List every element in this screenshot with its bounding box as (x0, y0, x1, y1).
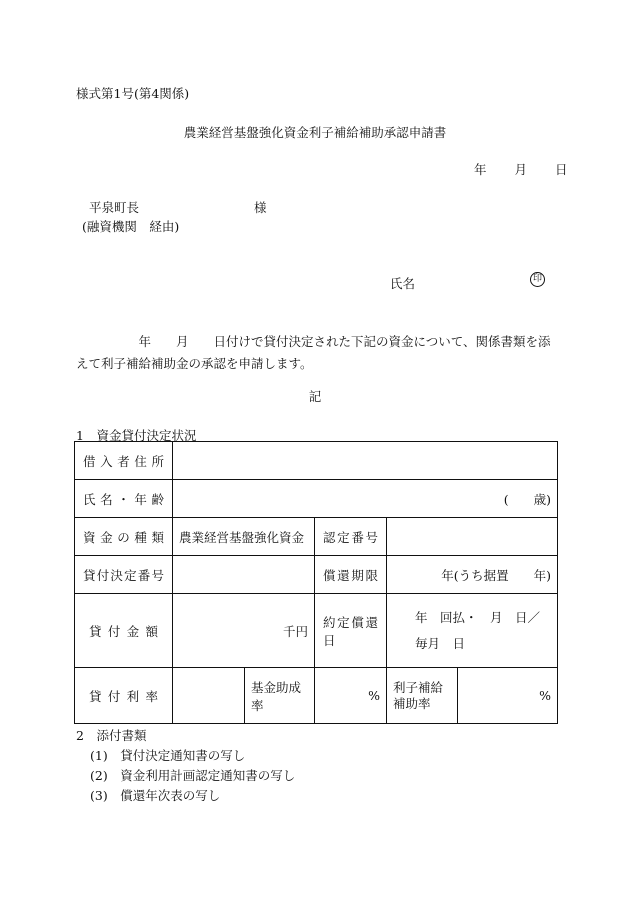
form-number: 様式第1号(第4関係) (76, 86, 190, 101)
name-age-label: 氏名・年齢 (75, 480, 173, 518)
table-row (75, 442, 558, 480)
section2-title: 2 添付書類 (76, 728, 147, 743)
table-row (75, 668, 558, 724)
section1-title: 1 資金貸付決定状況 (76, 428, 197, 443)
date-line: 年 月 日 (474, 162, 568, 177)
attachment-item: (1) 貸付決定通知書の写し (90, 748, 246, 763)
fund-type-value: 農業経営基盤強化資金 (173, 518, 315, 556)
repay-period-label: 償還期限 (315, 556, 387, 594)
loan-status-table (74, 441, 558, 724)
seal-icon: 印 (530, 272, 545, 287)
document-title: 農業経営基盤強化資金利子補給補助承認申請書 (183, 125, 447, 140)
contract-repay-line2: 毎月 日 (415, 635, 466, 651)
interest-subsidy-rate-value[interactable]: % (458, 668, 558, 724)
table-row (75, 480, 558, 518)
borrower-address-value[interactable] (173, 442, 558, 480)
via-institution: (融資機関 経由) (82, 219, 180, 234)
contract-repay-value[interactable] (387, 594, 558, 668)
contract-repay-label: 約定償還日 (315, 594, 387, 668)
attachment-item: (3) 償還年次表の写し (90, 788, 221, 803)
honorific: 様 (254, 200, 267, 215)
fund-type-label: 資金の種類 (75, 518, 173, 556)
table-row (75, 594, 558, 668)
interest-subsidy-rate-label: 利子補給補助率 (387, 668, 458, 724)
age-value[interactable]: ( 歳) (173, 480, 558, 518)
loan-decision-number-value[interactable] (173, 556, 315, 594)
interest-rate-value[interactable] (173, 668, 245, 724)
ki-heading: 記 (308, 389, 322, 404)
fund-subsidy-rate-label: 基金助成率 (245, 668, 315, 724)
table-row (75, 556, 558, 594)
loan-amount-label: 貸付金額 (75, 594, 173, 668)
cert-number-label: 認定番号 (315, 518, 387, 556)
repay-period-value[interactable]: 年(うち据置 年) (387, 556, 558, 594)
applicant-name-label: 氏名 (390, 276, 416, 291)
attachment-item: (2) 資金利用計画認定通知書の写し (90, 768, 296, 783)
body-text: 年 月 日付けで貸付決定された下記の資金について、関係書類を添えて利子補給補助金の承認を申請します。 (76, 334, 551, 371)
table-row (75, 518, 558, 556)
borrower-address-label: 借入者住所 (75, 442, 173, 480)
fund-subsidy-rate-value[interactable]: % (315, 668, 387, 724)
loan-amount-value[interactable]: 千円 (173, 594, 315, 668)
cert-number-value[interactable] (387, 518, 558, 556)
addressee: 平泉町長 (89, 200, 140, 215)
interest-rate-label: 貸付利率 (75, 668, 173, 724)
loan-decision-number-label: 貸付決定番号 (75, 556, 173, 594)
contract-repay-line1: 年 回払・ 月 日／ (415, 609, 541, 625)
